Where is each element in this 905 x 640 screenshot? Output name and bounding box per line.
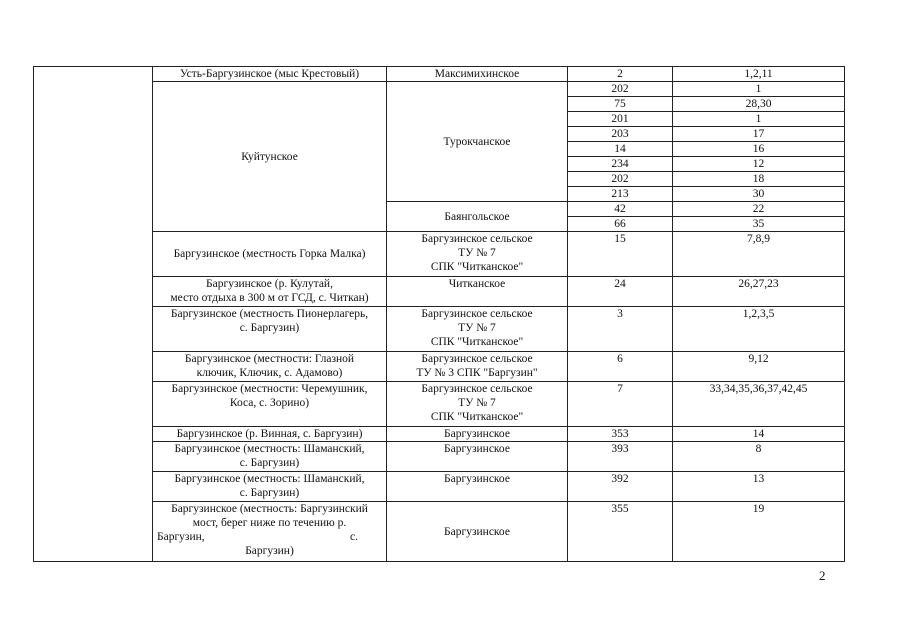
area-number-cell: 7 bbox=[568, 382, 673, 427]
location-line: Коса, с. Зорино) bbox=[229, 397, 310, 409]
user-cell bbox=[387, 382, 568, 427]
table-row bbox=[34, 472, 845, 502]
area-number-cell: 201 bbox=[568, 112, 673, 127]
user-line: Баргузинское сельское bbox=[421, 383, 533, 395]
area-number-cell: 3 bbox=[568, 307, 673, 352]
location-line: с. Баргузин) bbox=[239, 322, 300, 334]
area-number-cell: 15 bbox=[568, 232, 673, 277]
location-line: Баргузинское (р. Кулутай, bbox=[206, 278, 333, 290]
user-cell bbox=[387, 232, 568, 277]
user-line: Баргузинское сельское bbox=[421, 353, 533, 365]
site-numbers-cell: 8 bbox=[673, 442, 845, 472]
location-line-part: Баргузин, bbox=[157, 531, 205, 543]
location-line: с. Баргузин) bbox=[239, 457, 300, 469]
location-line: ключик, Ключик, с. Адамово) bbox=[196, 367, 343, 379]
page-number: 2 bbox=[819, 568, 826, 583]
location-cell bbox=[153, 352, 387, 382]
table-row bbox=[34, 427, 845, 442]
table-row bbox=[34, 442, 845, 472]
table-row bbox=[34, 232, 845, 277]
area-number-cell: 355 bbox=[568, 502, 673, 562]
location-line: Баргузинское (местность: Шаманский, bbox=[174, 443, 365, 455]
area-number-cell: 203 bbox=[568, 127, 673, 142]
area-number-cell: 6 bbox=[568, 352, 673, 382]
location-cell bbox=[153, 472, 387, 502]
location-cell: Баргузинское (р. Винная, с. Баргузин) bbox=[153, 427, 387, 442]
site-numbers-cell: 1 bbox=[673, 82, 845, 97]
location-line: Баргузинское (местность: Шаманский, bbox=[174, 473, 365, 485]
table-row bbox=[34, 277, 845, 307]
location-line: с. Баргузин) bbox=[239, 487, 300, 499]
location-line bbox=[157, 530, 382, 544]
location-cell bbox=[153, 502, 387, 562]
site-numbers-cell: 26,27,23 bbox=[673, 277, 845, 307]
location-cell bbox=[153, 442, 387, 472]
location-line: мост, берег ниже по течению р. bbox=[192, 517, 347, 529]
location-line: Баргузинское (местность: Баргузинский bbox=[171, 503, 368, 515]
user-line: ТУ № 7 bbox=[458, 247, 496, 259]
site-numbers-cell: 9,12 bbox=[673, 352, 845, 382]
area-number-cell: 213 bbox=[568, 187, 673, 202]
empty-first-column-cell bbox=[34, 67, 153, 562]
site-numbers-cell: 35 bbox=[673, 217, 845, 232]
site-numbers-cell: 13 bbox=[673, 472, 845, 502]
area-number-cell: 66 bbox=[568, 217, 673, 232]
area-number-cell: 202 bbox=[568, 172, 673, 187]
area-number-cell: 14 bbox=[568, 142, 673, 157]
site-numbers-cell: 30 bbox=[673, 187, 845, 202]
table-row bbox=[34, 67, 845, 82]
location-line: Баргузин) bbox=[245, 545, 294, 557]
area-number-cell: 202 bbox=[568, 82, 673, 97]
user-line: ТУ № 7 bbox=[458, 322, 496, 334]
area-number-cell: 392 bbox=[568, 472, 673, 502]
location-cell bbox=[153, 307, 387, 352]
location-cell bbox=[153, 382, 387, 427]
user-line: ТУ № 3 СПК "Баргузин" bbox=[416, 367, 538, 379]
area-number-cell: 234 bbox=[568, 157, 673, 172]
user-line: Баргузинское сельское bbox=[421, 233, 533, 245]
area-number-cell: 2 bbox=[568, 67, 673, 82]
user-cell: Читканское bbox=[387, 277, 568, 307]
location-line: Баргузинское (местности: Глазной bbox=[184, 353, 355, 365]
location-line: Баргузинское (местность Пионерлагерь, bbox=[170, 308, 369, 320]
table-row bbox=[34, 82, 845, 97]
user-cell: Баянгольское bbox=[387, 202, 568, 232]
table-row bbox=[34, 352, 845, 382]
area-number-cell: 24 bbox=[568, 277, 673, 307]
location-cell: Баргузинское (местность Горка Малка) bbox=[153, 232, 387, 277]
site-numbers-cell: 1,2,11 bbox=[673, 67, 845, 82]
area-number-cell: 42 bbox=[568, 202, 673, 217]
area-number-cell: 353 bbox=[568, 427, 673, 442]
site-numbers-cell: 18 bbox=[673, 172, 845, 187]
user-cell bbox=[387, 352, 568, 382]
site-numbers-cell: 22 bbox=[673, 202, 845, 217]
table-row bbox=[34, 502, 845, 562]
site-numbers-cell: 28,30 bbox=[673, 97, 845, 112]
user-line: ТУ № 7 bbox=[458, 397, 496, 409]
user-line: СПК "Читканское" bbox=[430, 336, 524, 348]
user-cell: Турокчанское bbox=[387, 82, 568, 202]
user-cell: Баргузинское bbox=[387, 472, 568, 502]
site-numbers-cell: 1,2,3,5 bbox=[673, 307, 845, 352]
site-numbers-cell: 19 bbox=[673, 502, 845, 562]
table-row bbox=[34, 307, 845, 352]
location-cell bbox=[153, 277, 387, 307]
user-line: СПК "Читканское" bbox=[430, 411, 524, 423]
table-row bbox=[34, 382, 845, 427]
site-numbers-cell: 1 bbox=[673, 112, 845, 127]
site-numbers-cell: 14 bbox=[673, 427, 845, 442]
user-cell bbox=[387, 307, 568, 352]
user-line: СПК "Читканское" bbox=[430, 261, 524, 273]
data-table bbox=[33, 66, 845, 562]
site-numbers-cell: 16 bbox=[673, 142, 845, 157]
area-number-cell: 393 bbox=[568, 442, 673, 472]
user-cell: Баргузинское bbox=[387, 502, 568, 562]
site-numbers-cell: 17 bbox=[673, 127, 845, 142]
site-numbers-cell: 7,8,9 bbox=[673, 232, 845, 277]
site-numbers-cell: 12 bbox=[673, 157, 845, 172]
user-cell: Максимихинское bbox=[387, 67, 568, 82]
location-cell: Усть-Баргузинское (мыс Крестовый) bbox=[153, 67, 387, 82]
user-cell: Баргузинское bbox=[387, 442, 568, 472]
location-cell: Куйтунское bbox=[153, 82, 387, 232]
user-cell: Баргузинское bbox=[387, 427, 568, 442]
location-line: место отдыха в 300 м от ГСД, с. Читкан) bbox=[170, 292, 369, 304]
site-numbers-cell: 33,34,35,36,37,42,45 bbox=[673, 382, 845, 427]
area-number-cell: 75 bbox=[568, 97, 673, 112]
user-line: Баргузинское сельское bbox=[421, 308, 533, 320]
location-line-part: с. bbox=[350, 531, 358, 543]
location-line: Баргузинское (местности: Черемушник, bbox=[171, 383, 368, 395]
